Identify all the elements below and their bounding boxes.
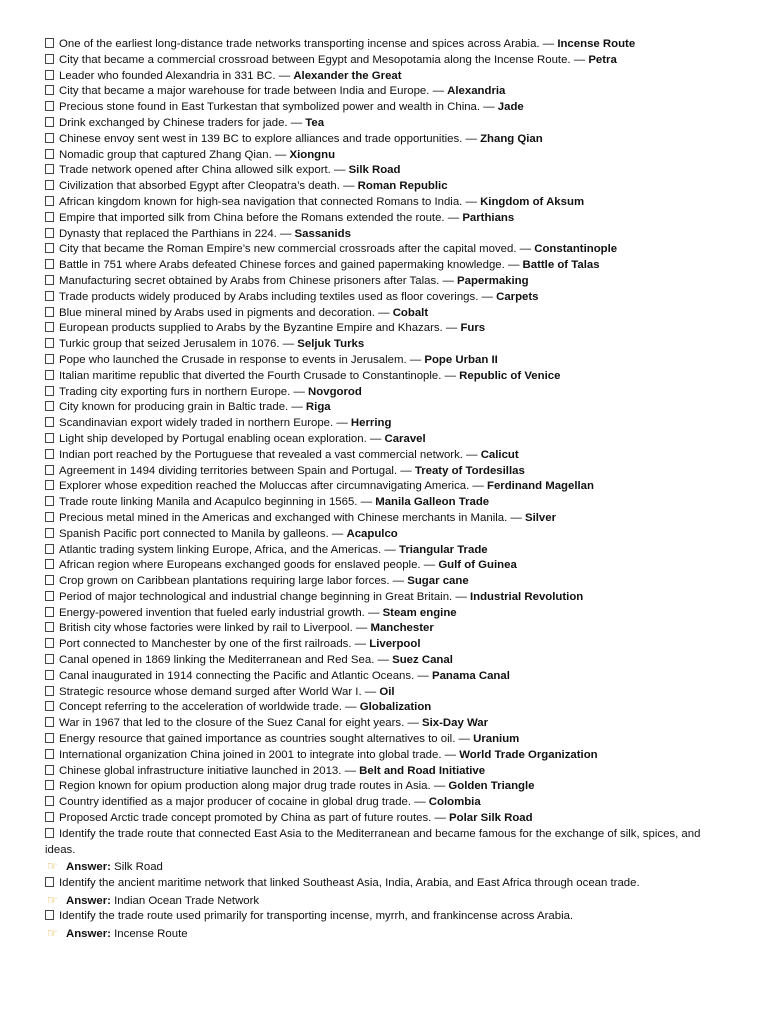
fact-answer: Furs (460, 322, 486, 335)
answer-line (47, 925, 728, 943)
fact-answer: Carpets (496, 290, 539, 303)
fact-text: Leader who founded Alexandria in 331 BC. — (59, 69, 291, 82)
fact-line (45, 37, 728, 53)
fact-line (45, 179, 728, 195)
fact-text: Trade route linking Manila and Acapulco beginning in 1565. — (59, 496, 373, 509)
fact-text: Country identified as a major producer of cocaine in global drug trade. — (59, 796, 426, 809)
fact-line (45, 227, 728, 243)
missing-glyph-box-icon (45, 749, 54, 759)
fact-text: Chinese global infrastructure initiative launched in 2013. — (59, 764, 356, 777)
question-line (45, 876, 728, 892)
fact-answer: Xiongnu (289, 148, 336, 161)
fact-text: Trade network opened after China allowed silk export. — (59, 164, 346, 177)
question-text: Identify the trade route that connected East Asia to the Mediterranean and became famous for the exchange of silk, spices, and ideas. (45, 827, 701, 856)
fact-line (45, 700, 728, 716)
fact-text: Light ship developed by Portugal enabling ocean exploration. — (59, 432, 382, 445)
fact-answer: Globalization (359, 701, 432, 714)
fact-text: Empire that imported silk from China before the Romans extended the route. — (59, 211, 460, 224)
pointing-hand-icon: ☞ (47, 859, 58, 874)
missing-glyph-box-icon (45, 654, 54, 664)
fact-line (45, 511, 728, 527)
missing-glyph-box-icon (45, 480, 54, 490)
fact-answer: Roman Republic (357, 180, 448, 193)
fact-answer: Industrial Revolution (469, 590, 584, 603)
fact-answer: Caravel (384, 432, 426, 445)
fact-answer: Six-Day War (422, 717, 489, 730)
fact-answer: Republic of Venice (459, 369, 561, 382)
fact-line (45, 448, 728, 464)
fact-line (45, 369, 728, 385)
fact-answer: Liverpool (369, 638, 421, 651)
fact-text: Dynasty that replaced the Parthians in 224. — (59, 227, 292, 240)
missing-glyph-box-icon (45, 780, 54, 790)
missing-glyph-box-icon (45, 717, 54, 727)
fact-line (45, 464, 728, 480)
fact-answer: Acapulco (346, 527, 398, 540)
missing-glyph-box-icon (45, 528, 54, 538)
missing-glyph-box-icon (45, 291, 54, 301)
missing-glyph-box-icon (45, 701, 54, 711)
fact-text: Battle in 751 where Arabs defeated Chinese forces and gained papermaking knowledge. — (59, 259, 520, 272)
answer-value: Silk Road (114, 861, 163, 874)
fact-answer: Ferdinand Magellan (487, 480, 594, 493)
question-text: Identify the ancient maritime network that linked Southeast Asia, India, Arabia, and East Africa through ocean trade. (59, 876, 640, 889)
question-line (45, 827, 728, 859)
fact-answer: Novgorod (308, 385, 362, 398)
fact-line (45, 400, 728, 416)
missing-glyph-box-icon (45, 164, 54, 174)
fact-text: City that became the Roman Empire’s new commercial crossroads after the capital moved. — (59, 243, 532, 256)
missing-glyph-box-icon (45, 638, 54, 648)
fact-line (45, 764, 728, 780)
fact-text: Turkic group that seized Jerusalem in 1076. — (59, 338, 295, 351)
missing-glyph-box-icon (45, 386, 54, 396)
fact-answer: Papermaking (457, 274, 529, 287)
fact-answer: Oil (379, 685, 395, 698)
fact-text: Strategic resource whose demand surged after World War I. — (59, 685, 377, 698)
answer-label: Answer: (66, 861, 111, 874)
missing-glyph-box-icon (45, 877, 54, 887)
missing-glyph-box-icon (45, 370, 54, 380)
fact-line (45, 811, 728, 827)
fact-line (45, 732, 728, 748)
fact-line (45, 69, 728, 85)
fact-line (45, 795, 728, 811)
fact-answer: Herring (350, 417, 392, 430)
fact-text: Scandinavian export widely traded in northern Europe. — (59, 417, 348, 430)
missing-glyph-box-icon (45, 812, 54, 822)
fact-line (45, 148, 728, 164)
fact-answer: Alexander the Great (293, 69, 402, 82)
missing-glyph-box-icon (45, 733, 54, 743)
fact-text: European products supplied to Arabs by the Byzantine Empire and Khazars. — (59, 322, 458, 335)
fact-answer: Sugar cane (407, 575, 469, 588)
fact-text: One of the earliest long-distance trade networks transporting incense and spices across Arabia. — (59, 38, 555, 50)
fact-text: African region where Europeans exchanged goods for enslaved people. — (59, 559, 436, 572)
fact-answer: Kingdom of Aksum (480, 195, 585, 208)
fact-answer: Petra (588, 53, 617, 66)
missing-glyph-box-icon (45, 686, 54, 696)
fact-line (45, 479, 728, 495)
fact-line (45, 590, 728, 606)
fact-answer: Tea (305, 116, 325, 129)
fact-answer: Gulf of Guinea (438, 559, 517, 572)
missing-glyph-box-icon (45, 670, 54, 680)
fact-answer: Parthians (462, 211, 515, 224)
missing-glyph-box-icon (45, 622, 54, 632)
fact-line (45, 84, 728, 100)
fact-text: Trading city exporting furs in northern Europe. — (59, 385, 305, 398)
fact-line (45, 353, 728, 369)
fact-answer: Panama Canal (431, 669, 510, 682)
fact-answer: Incense Route (557, 38, 636, 50)
fact-text: Region known for opium production along major drug trade routes in Asia. — (59, 780, 446, 793)
fact-text: Blue mineral mined by Arabs used in pigments and decoration. — (59, 306, 390, 319)
missing-glyph-box-icon (45, 275, 54, 285)
fact-line (45, 574, 728, 590)
fact-text: Civilization that absorbed Egypt after Cleopatra’s death. — (59, 180, 355, 193)
missing-glyph-box-icon (45, 101, 54, 111)
fact-text: City known for producing grain in Baltic trade. — (59, 401, 303, 414)
missing-glyph-box-icon (45, 38, 54, 48)
fact-text: Port connected to Manchester by one of the first railroads. — (59, 638, 367, 651)
missing-glyph-box-icon (45, 607, 54, 617)
fact-text: Proposed Arctic trade concept promoted by China as part of future routes. — (59, 812, 446, 825)
fact-text: Energy-powered invention that fueled early industrial growth. — (59, 606, 380, 619)
missing-glyph-box-icon (45, 117, 54, 127)
fact-line (45, 606, 728, 622)
missing-glyph-box-icon (45, 354, 54, 364)
missing-glyph-box-icon (45, 133, 54, 143)
fact-answer: World Trade Organization (459, 748, 598, 761)
fact-answer: Colombia (428, 796, 481, 809)
missing-glyph-box-icon (45, 910, 54, 920)
fact-answer: Zhang Qian (480, 132, 543, 145)
fact-line (45, 385, 728, 401)
fact-answer: Polar Silk Road (449, 812, 533, 825)
fact-text: Precious metal mined in the Americas and exchanged with Chinese merchants in Manila. — (59, 511, 522, 524)
fact-line (45, 163, 728, 179)
fact-answer: Manchester (370, 622, 434, 635)
fact-line (45, 211, 728, 227)
fact-text: Drink exchanged by Chinese traders for jade. — (59, 116, 303, 129)
missing-glyph-box-icon (45, 449, 54, 459)
fact-line (45, 432, 728, 448)
fact-answer: Alexandria (447, 85, 506, 98)
fact-line (45, 132, 728, 148)
fact-line (45, 653, 728, 669)
fact-text: Nomadic group that captured Zhang Qian. — (59, 148, 287, 161)
missing-glyph-box-icon (45, 796, 54, 806)
fact-line (45, 337, 728, 353)
fact-line (45, 416, 728, 432)
fact-answer: Triangular Trade (399, 543, 488, 556)
fact-list (45, 37, 728, 827)
missing-glyph-box-icon (45, 70, 54, 80)
missing-glyph-box-icon (45, 322, 54, 332)
fact-line (45, 543, 728, 559)
fact-answer: Golden Triangle (448, 780, 535, 793)
pointing-hand-icon: ☞ (47, 892, 58, 907)
fact-answer: Steam engine (382, 606, 457, 619)
answer-value: Incense Route (114, 928, 188, 941)
fact-text: Pope who launched the Crusade in response to events in Jerusalem. — (59, 353, 422, 366)
fact-line (45, 716, 728, 732)
missing-glyph-box-icon (45, 228, 54, 238)
missing-glyph-box-icon (45, 496, 54, 506)
missing-glyph-box-icon (45, 765, 54, 775)
missing-glyph-box-icon (45, 433, 54, 443)
missing-glyph-box-icon (45, 85, 54, 95)
fact-line (45, 100, 728, 116)
fact-line (45, 495, 728, 511)
answer-value: Indian Ocean Trade Network (114, 894, 260, 907)
missing-glyph-box-icon (45, 828, 54, 838)
fact-text: Canal opened in 1869 linking the Mediterranean and Red Sea. — (59, 654, 389, 667)
fact-text: Explorer whose expedition reached the Moluccas after circumnavigating America. — (59, 480, 484, 493)
missing-glyph-box-icon (45, 307, 54, 317)
fact-answer: Battle of Talas (522, 259, 600, 272)
fact-text: City that became a commercial crossroad between Egypt and Mesopotamia along the Incense Route. — (59, 53, 586, 66)
answer-label: Answer: (66, 928, 111, 941)
missing-glyph-box-icon (45, 591, 54, 601)
missing-glyph-box-icon (45, 465, 54, 475)
fact-answer: Belt and Road Initiative (359, 764, 486, 777)
missing-glyph-box-icon (45, 180, 54, 190)
fact-line (45, 685, 728, 701)
fact-line (45, 748, 728, 764)
pointing-hand-icon: ☞ (47, 926, 58, 941)
fact-text: Canal inaugurated in 1914 connecting the Pacific and Atlantic Oceans. — (59, 669, 429, 682)
question-list (45, 827, 728, 943)
fact-text: Italian maritime republic that diverted the Fourth Crusade to Constantinople. — (59, 369, 456, 382)
missing-glyph-box-icon (45, 196, 54, 206)
fact-line (45, 116, 728, 132)
missing-glyph-box-icon (45, 212, 54, 222)
answer-label: Answer: (66, 894, 111, 907)
missing-glyph-box-icon (45, 512, 54, 522)
fact-text: British city whose factories were linked by rail to Liverpool. — (59, 622, 368, 635)
fact-answer: Calicut (480, 448, 519, 461)
fact-line (45, 637, 728, 653)
missing-glyph-box-icon (45, 259, 54, 269)
fact-line (45, 779, 728, 795)
fact-text: Spanish Pacific port connected to Manila by galleons. — (59, 527, 344, 540)
fact-text: Atlantic trading system linking Europe, Africa, and the Americas. — (59, 543, 396, 556)
fact-text: Chinese envoy sent west in 139 BC to explore alliances and trade opportunities. — (59, 132, 477, 145)
fact-answer: Treaty of Tordesillas (414, 464, 525, 477)
fact-answer: Manila Galleon Trade (375, 496, 490, 509)
fact-text: Agreement in 1494 dividing territories between Spain and Portugal. — (59, 464, 412, 477)
fact-text: City that became a major warehouse for trade between India and Europe. — (59, 85, 444, 98)
fact-line (45, 242, 728, 258)
fact-line (45, 558, 728, 574)
fact-text: Crop grown on Caribbean plantations requiring large labor forces. — (59, 575, 405, 588)
fact-line (45, 258, 728, 274)
question-line (45, 909, 728, 925)
fact-line (45, 527, 728, 543)
missing-glyph-box-icon (45, 417, 54, 427)
fact-answer: Silk Road (348, 164, 401, 177)
fact-line (45, 195, 728, 211)
fact-answer: Jade (497, 101, 524, 114)
fact-text: Energy resource that gained importance as countries sought alternatives to oil. — (59, 733, 470, 746)
fact-answer: Sassanids (294, 227, 351, 240)
fact-line (45, 669, 728, 685)
fact-line (45, 274, 728, 290)
fact-text: Trade products widely produced by Arabs including textiles used as floor coverings. — (59, 290, 493, 303)
question-text: Identify the trade route used primarily for transporting incense, myrrh, and frankincense across Arabia. (59, 910, 574, 923)
fact-line (45, 290, 728, 306)
fact-line (45, 306, 728, 322)
missing-glyph-box-icon (45, 149, 54, 159)
missing-glyph-box-icon (45, 54, 54, 64)
fact-line (45, 53, 728, 69)
fact-text: International organization China joined in 2001 to integrate into global trade. — (59, 748, 457, 761)
fact-text: Precious stone found in East Turkestan that symbolized power and wealth in China. — (59, 101, 495, 114)
fact-answer: Cobalt (392, 306, 429, 319)
fact-text: Indian port reached by the Portuguese that revealed a vast commercial network. — (59, 448, 478, 461)
fact-text: Concept referring to the acceleration of worldwide trade. — (59, 701, 357, 714)
fact-answer: Constantinople (534, 243, 618, 256)
fact-answer: Pope Urban II (424, 353, 498, 366)
fact-answer: Riga (305, 401, 331, 414)
fact-answer: Suez Canal (392, 654, 453, 667)
fact-line (45, 321, 728, 337)
fact-text: Period of major technological and industrial change beginning in Great Britain. — (59, 590, 467, 603)
fact-line (45, 621, 728, 637)
fact-answer: Silver (525, 511, 557, 524)
fact-answer: Seljuk Turks (297, 338, 365, 351)
missing-glyph-box-icon (45, 401, 54, 411)
missing-glyph-box-icon (45, 544, 54, 554)
fact-text: African kingdom known for high-sea navigation that connected Romans to India. — (59, 195, 477, 208)
missing-glyph-box-icon (45, 338, 54, 348)
fact-answer: Uranium (473, 733, 520, 746)
fact-text: Manufacturing secret obtained by Arabs from Chinese prisoners after Talas. — (59, 274, 454, 287)
missing-glyph-box-icon (45, 559, 54, 569)
fact-text: War in 1967 that led to the closure of the Suez Canal for eight years. — (59, 717, 419, 730)
missing-glyph-box-icon (45, 243, 54, 253)
answer-line (47, 858, 728, 876)
answer-line (47, 892, 728, 910)
missing-glyph-box-icon (45, 575, 54, 585)
